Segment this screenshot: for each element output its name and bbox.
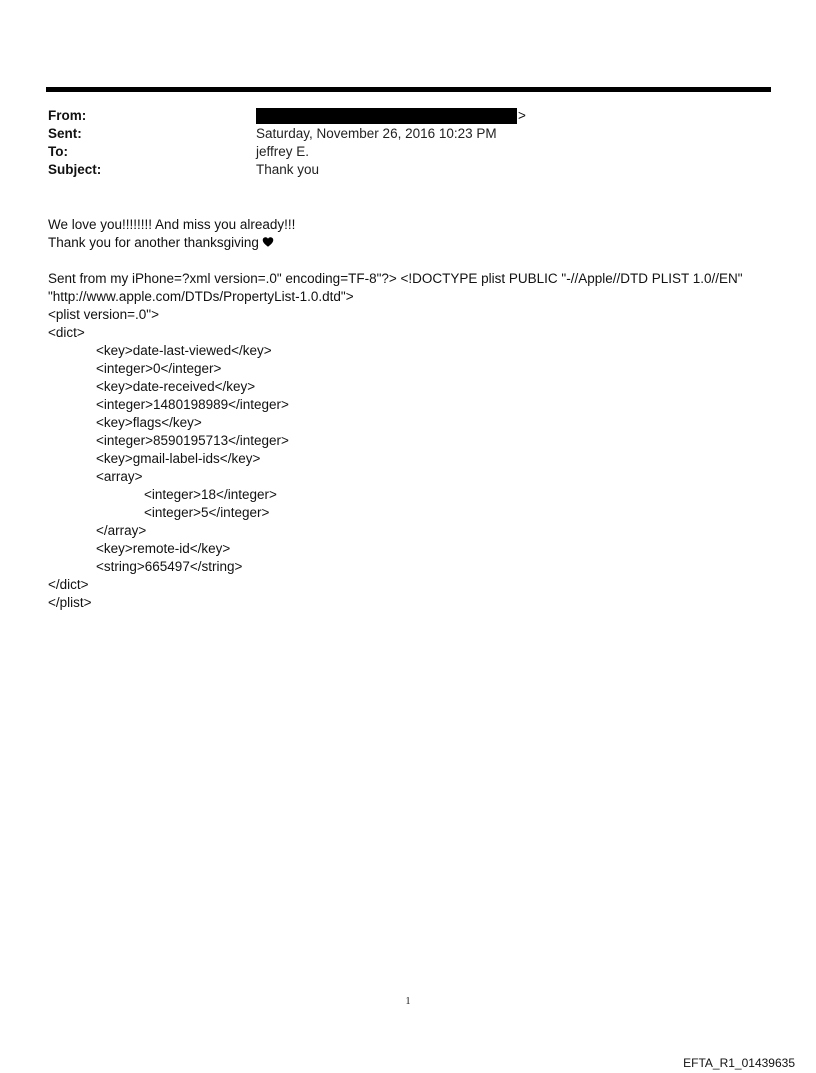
plist-line: "http://www.apple.com/DTDs/PropertyList-1.0.dtd"> xyxy=(48,289,354,304)
subject-value: Thank you xyxy=(256,162,320,177)
plist-line: <key>date-last-viewed</key> xyxy=(96,343,272,358)
redacted-sender xyxy=(256,108,517,124)
page-number: 1 xyxy=(405,996,411,1007)
heart-icon xyxy=(262,236,274,248)
plist-line: <integer>0</integer> xyxy=(96,361,222,376)
sent-label: Sent: xyxy=(48,126,82,141)
from-label: From: xyxy=(48,108,87,123)
plist-line: <plist version=.0"> xyxy=(48,307,159,322)
document-id: EFTA_R1_01439635 xyxy=(683,1056,795,1070)
from-value-tail: > xyxy=(518,108,526,123)
subject-label: Subject: xyxy=(48,162,102,177)
header-rule xyxy=(46,87,771,92)
plist-line: <integer>8590195713</integer> xyxy=(96,433,289,448)
plist-line: <integer>1480198989</integer> xyxy=(96,397,289,412)
plist-line: <key>gmail-label-ids</key> xyxy=(96,451,261,466)
plist-line: </plist> xyxy=(48,595,92,610)
body-line: We love you!!!!!!!! And miss you already!!! xyxy=(48,217,296,232)
body-line-thanksgiving xyxy=(48,234,768,252)
plist-line: <string>665497</string> xyxy=(96,559,243,574)
spacer xyxy=(48,252,768,270)
plist-line: <dict> xyxy=(48,325,85,340)
plist-line: <key>date-received</key> xyxy=(96,379,256,394)
plist-line: <key>remote-id</key> xyxy=(96,541,231,556)
sent-value: Saturday, November 26, 2016 10:23 PM xyxy=(256,126,497,141)
plist-line: <integer>18</integer> xyxy=(144,487,277,502)
plist-line: <array> xyxy=(96,469,143,484)
to-value: jeffrey E. xyxy=(256,144,310,159)
plist-line: </dict> xyxy=(48,577,89,592)
plist-line: Sent from my iPhone=?xml version=.0" encoding=TF-8"?> <!DOCTYPE plist PUBLIC "-//Apple//DTD PLIST 1.0//EN" xyxy=(48,271,743,286)
to-label: To: xyxy=(48,144,68,159)
email-body xyxy=(48,216,768,612)
plist-line: <key>flags</key> xyxy=(96,415,202,430)
body-line-text: Thank you for another thanksgiving xyxy=(48,235,259,250)
plist-line: <integer>5</integer> xyxy=(144,505,270,520)
plist-line: </array> xyxy=(96,523,147,538)
